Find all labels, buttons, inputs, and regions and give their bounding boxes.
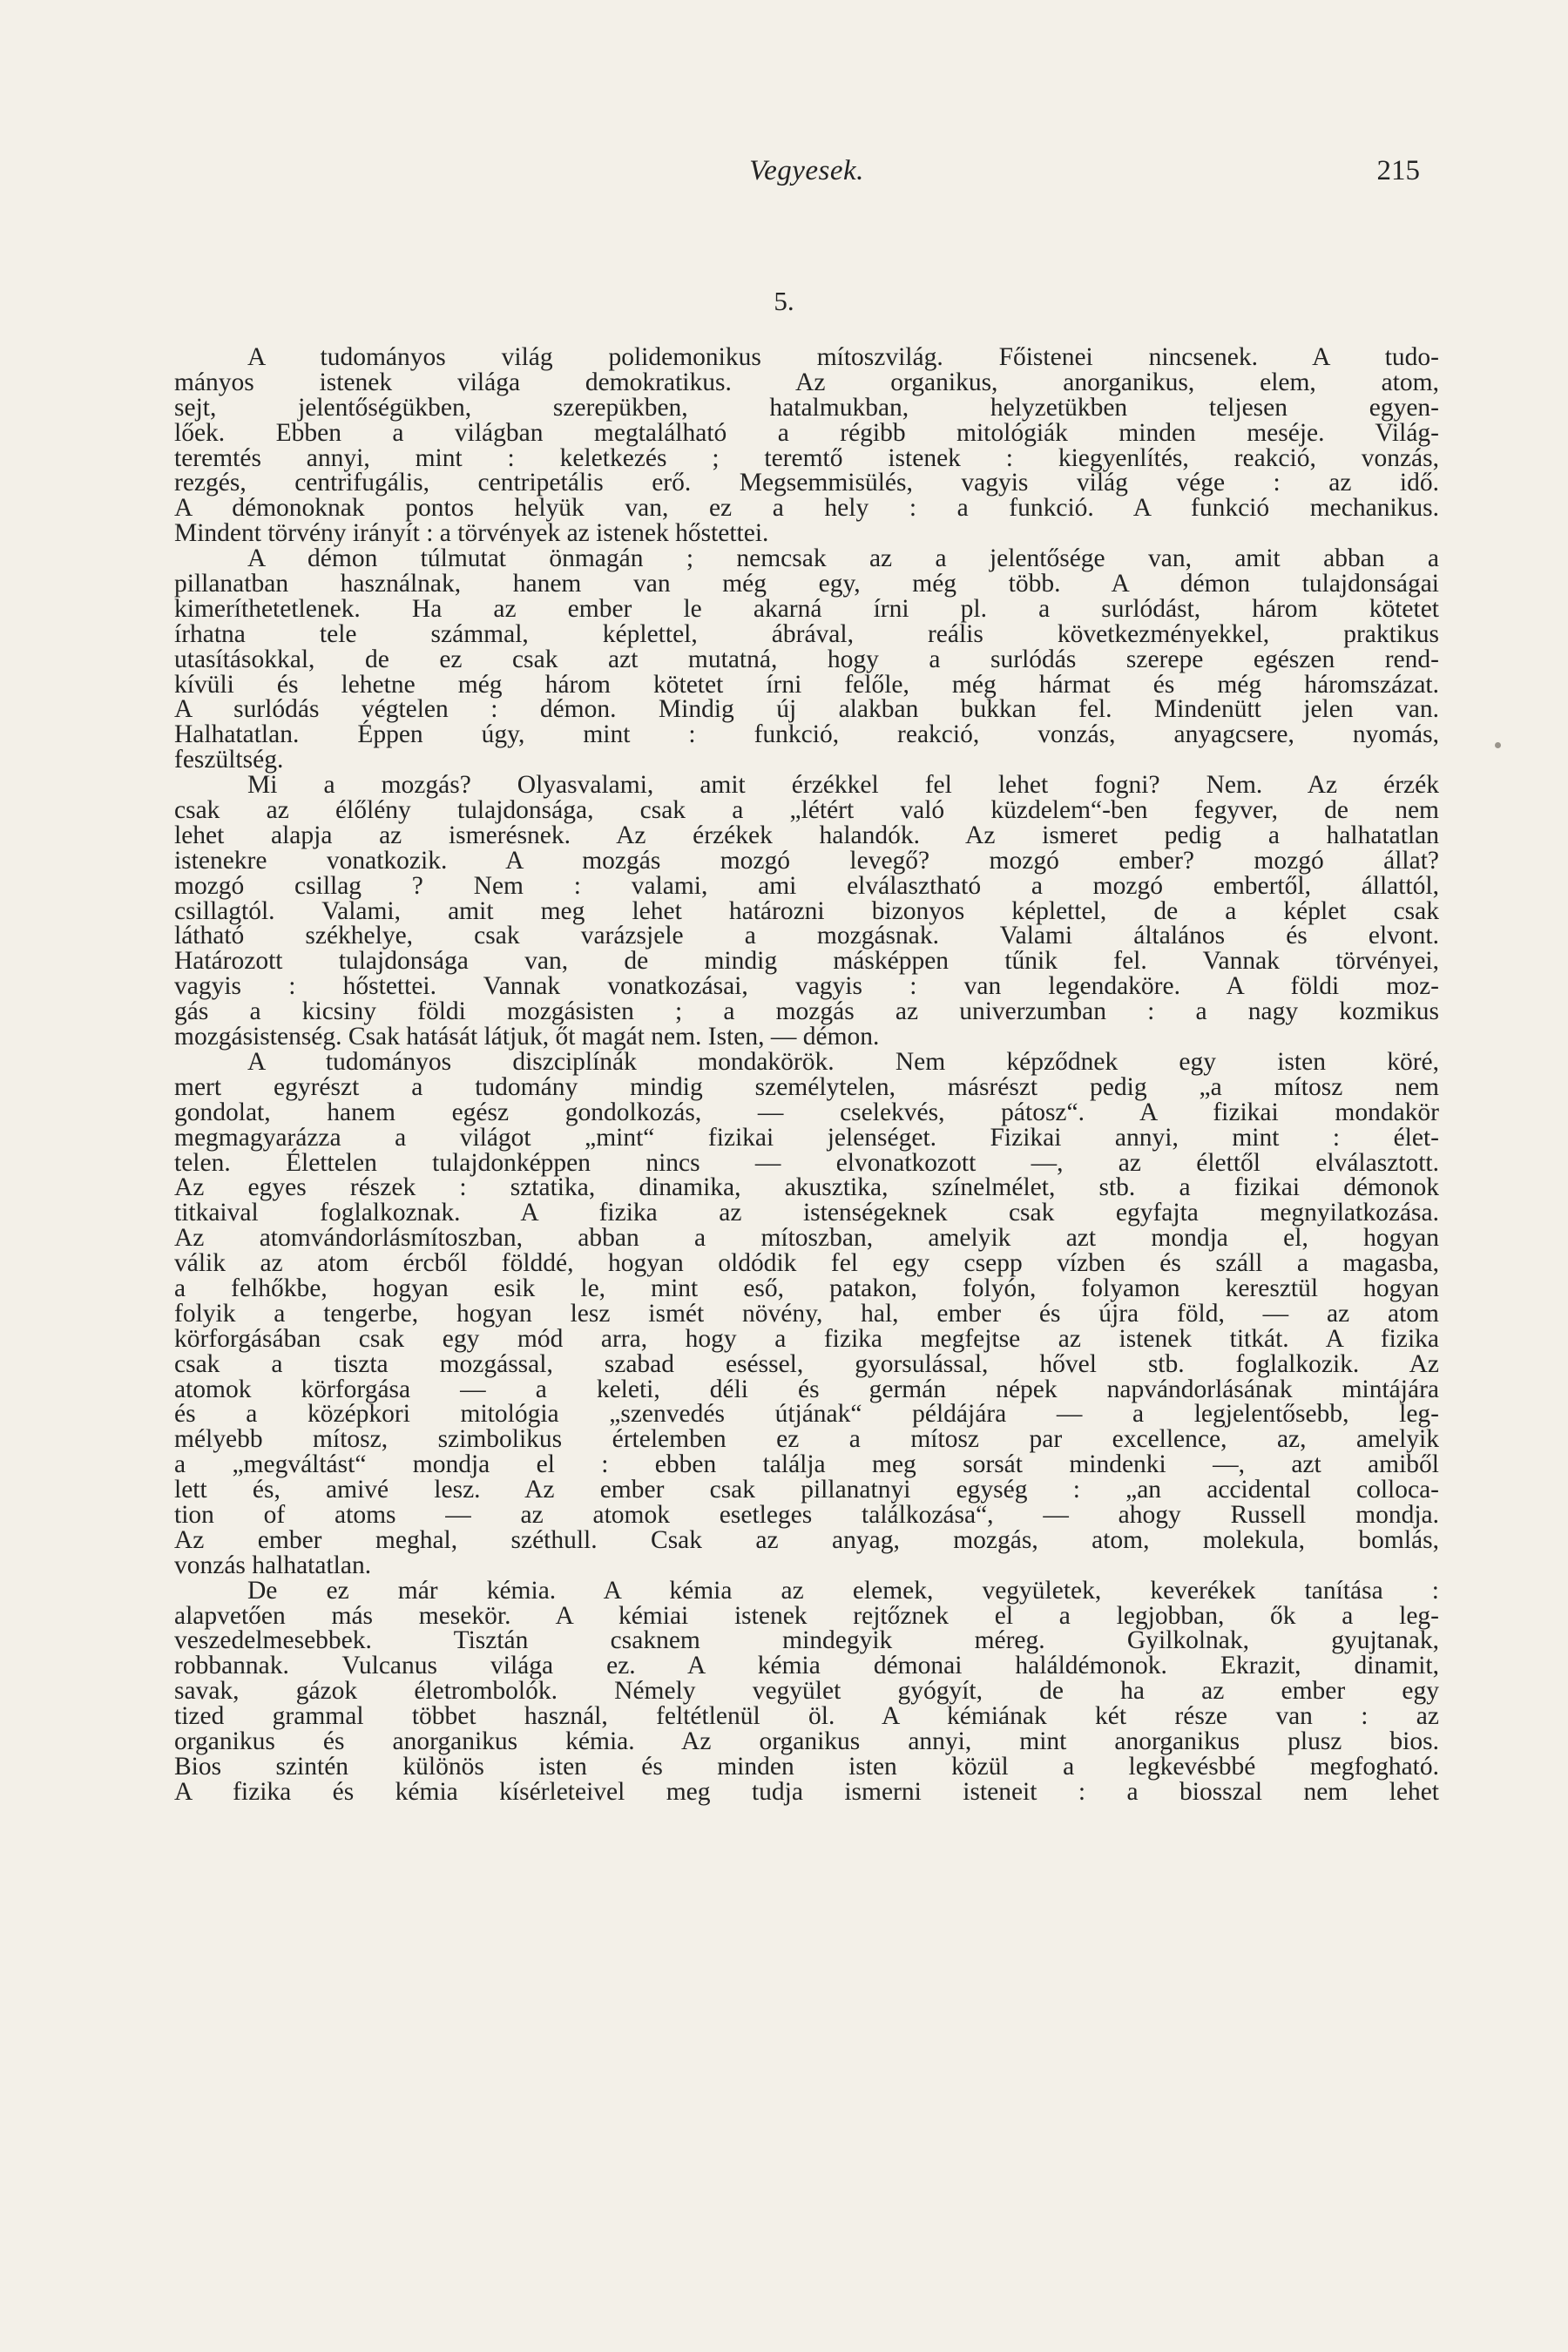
text-line: telen. Élettelen tulajdonképpen nincs — elvonatkozott —, az élettől elválasztott. <box>174 1148 1439 1177</box>
text-line: Határozott tulajdonsága van, de mindig másképpen tűnik fel. Vannak törvényei, <box>174 947 1439 976</box>
text-line: atomok körforgása — a keleti, déli és germán népek napvándorlásának mintájára <box>174 1375 1439 1403</box>
text-line: A démon túlmutat önmagán ; nemcsak az a jelentősége van, amit abban a <box>247 544 1439 573</box>
text-line: gás a kicsiny földi mozgásisten ; a mozgás az univerzumban : a nagy kozmikus <box>174 997 1439 1026</box>
text-line: Az ember meghal, széthull. Csak az anyag, mozgás, atom, molekula, bomlás, <box>174 1525 1439 1554</box>
text-line: Halhatatlan. Éppen úgy, mint : funkció, reakció, vonzás, anyagcsere, nyomás, <box>174 720 1439 749</box>
text-line: lehet alapja az ismerésnek. Az érzékek halandók. Az ismeret pedig a halhatatlan <box>174 821 1439 849</box>
text-line: mert egyrészt a tudomány mindig személytelen, másrészt pedig „a mítosz nem <box>174 1072 1439 1101</box>
text-line: kívüli és lehetne még három kötetet írni felőle, még hármat és még háromszázat. <box>174 670 1439 699</box>
text-line: Bios szintén különös isten és minden isten közül a legkevésbbé megfogható. <box>174 1752 1439 1781</box>
running-head <box>174 155 1439 199</box>
text-line: írhatna tele számmal, képlettel, ábrával, reális következményekkel, praktikus <box>174 619 1439 648</box>
text-line: A tudományos világ polidemonikus mítoszvilág. Főistenei nincsenek. A tudo- <box>247 343 1439 371</box>
text-line: Az atomvándorlásmítoszban, abban a mítoszban, amelyik azt mondja el, hogyan <box>174 1224 1439 1253</box>
text-line: a „megváltást“ mondja el : ebben találja meg sorsát mindenki —, azt amiből <box>174 1450 1439 1479</box>
text-line: Mindent törvény irányít : a törvények az istenek hőstettei. <box>174 519 769 548</box>
section-number: 5. <box>774 286 794 316</box>
text-line: savak, gázok életrombolók. Némely vegyület gyógyít, de ha az ember egy <box>174 1677 1439 1706</box>
text-line: vagyis : hőstettei. Vannak vonatkozásai, vagyis : van legendaköre. A földi moz- <box>174 972 1439 1001</box>
text-line: utasításokkal, de ez csak azt mutatná, hogy a surlódás szerepe egészen rend- <box>174 645 1439 673</box>
text-line: A surlódás végtelen : démon. Mindig új alakban bukkan fel. Mindenütt jelen van. <box>174 695 1439 724</box>
text-line: A tudományos diszciplínák mondakörök. Nem képződnek egy isten köré, <box>247 1047 1439 1076</box>
text-line: mozgásistenség. Csak hatását látjuk, őt magát nem. Isten, — démon. <box>174 1023 880 1051</box>
text-line: organikus és anorganikus kémia. Az organikus annyi, mint anorganikus plusz bios. <box>174 1727 1439 1755</box>
text-line: kimeríthetetlenek. Ha az ember le akarná írni pl. a surlódást, három kötetet <box>174 594 1439 623</box>
text-line: veszedelmesebbek. Tisztán csaknem mindegyik méreg. Gyilkolnak, gyujtanak, <box>174 1626 1439 1655</box>
text-line: válik az atom ércből földdé, hogyan oldódik fel egy csepp vízben és száll a magasba, <box>174 1249 1439 1278</box>
text-line: gondolat, hanem egész gondolkozás, — cselekvés, pátosz“. A fizikai mondakör <box>174 1098 1439 1126</box>
text-line: feszültség. <box>174 746 284 774</box>
text-line: mélyebb mítosz, szimbolikus értelemben ez a mítosz par excellence, az, amelyik <box>174 1425 1439 1454</box>
text-line: titkaival foglalkoznak. A fizika az istenségeknek csak egyfajta megnyilatkozása. <box>174 1199 1439 1227</box>
text-line: sejt, jelentőségükben, szerepükben, hatalmukban, helyzetükben teljesen egyen- <box>174 393 1439 422</box>
text-line: A fizika és kémia kísérleteivel meg tudja ismerni isteneit : a biosszal nem lehet <box>174 1777 1439 1806</box>
text-line: megmagyarázza a világot „mint“ fizikai jelenséget. Fizikai annyi, mint : élet- <box>174 1123 1439 1152</box>
text-line: alapvetően más mesekör. A kémiai istenek rejtőznek el a legjobban, ők a leg- <box>174 1601 1439 1630</box>
text-line: robbannak. Vulcanus világa ez. A kémia démonai haláldémonok. Ekrazit, dinamit, <box>174 1652 1439 1680</box>
text-line: mozgó csillag ? Nem : valami, ami elválasztható a mozgó embertől, állattól, <box>174 871 1439 900</box>
text-line: tion of atoms — az atomok esetleges találkozása“, — ahogy Russell mondja. <box>174 1500 1439 1529</box>
text-line: A démonoknak pontos helyük van, ez a hely : a funkció. A funkció mechanikus. <box>174 494 1439 523</box>
body-text <box>174 345 1439 1805</box>
text-line: körforgásában csak egy mód arra, hogy a fizika megfejtse az istenek titkát. A fizika <box>174 1324 1439 1353</box>
text-line: rezgés, centrifugális, centripetális erő. Megsemmisülés, vagyis világ vége : az idő. <box>174 469 1439 497</box>
text-line: Mi a mozgás? Olyasvalami, amit érzékkel fel lehet fogni? Nem. Az érzék <box>247 771 1439 800</box>
text-line: vonzás halhatatlan. <box>174 1551 372 1579</box>
text-line: látható székhelye, csak varázsjele a mozgásnak. Valami általános és elvont. <box>174 922 1439 950</box>
text-line: a felhőkbe, hogyan esik le, mint eső, patakon, folyón, folyamon keresztül hogyan <box>174 1274 1439 1302</box>
stray-ink-mark <box>1495 742 1501 748</box>
text-line: folyik a tengerbe, hogyan lesz ismét növény, hal, ember és újra föld, — az atom <box>174 1299 1439 1328</box>
running-title: Vegyesek. <box>749 155 864 186</box>
text-line: csillagtól. Valami, amit meg lehet határozni bizonyos képlettel, de a képlet csak <box>174 896 1439 925</box>
text-line: De ez már kémia. A kémia az elemek, vegyületek, keverékek tanítása : <box>247 1576 1439 1605</box>
text-line: lett és, amivé lesz. Az ember csak pillanatnyi egység : „an accidental colloca- <box>174 1476 1439 1504</box>
text-line: mányos istenek világa demokratikus. Az organikus, anorganikus, elem, atom, <box>174 368 1439 396</box>
text-line: Az egyes részek : sztatika, dinamika, akusztika, színelmélet, stb. a fizikai démonok <box>174 1173 1439 1202</box>
text-line: tized grammal többet használ, feltétlenül öl. A kémiának két része van : az <box>174 1702 1439 1731</box>
text-line: lőek. Ebben a világban megtalálható a régibb mitológiák minden meséje. Világ- <box>174 418 1439 447</box>
text-line: és a középkori mitológia „szenvedés útjának“ példájára — a legjelentősebb, leg- <box>174 1400 1439 1429</box>
text-line: pillanatban használnak, hanem van még egy, még több. A démon tulajdonságai <box>174 570 1439 598</box>
page-number: 215 <box>1376 155 1420 186</box>
text-line: csak a tiszta mozgással, szabad eséssel, gyorsulással, hővel stb. foglalkozik. Az <box>174 1349 1439 1378</box>
text-line: istenekre vonatkozik. A mozgás mozgó levegő? mozgó ember? mozgó állat? <box>174 846 1439 875</box>
text-line: csak az élőlény tulajdonsága, csak a „létért való küzdelem“-ben fegyver, de nem <box>174 796 1439 825</box>
text-line: teremtés annyi, mint : keletkezés ; teremtő istenek : kiegyenlítés, reakció, vonzás, <box>174 443 1439 472</box>
